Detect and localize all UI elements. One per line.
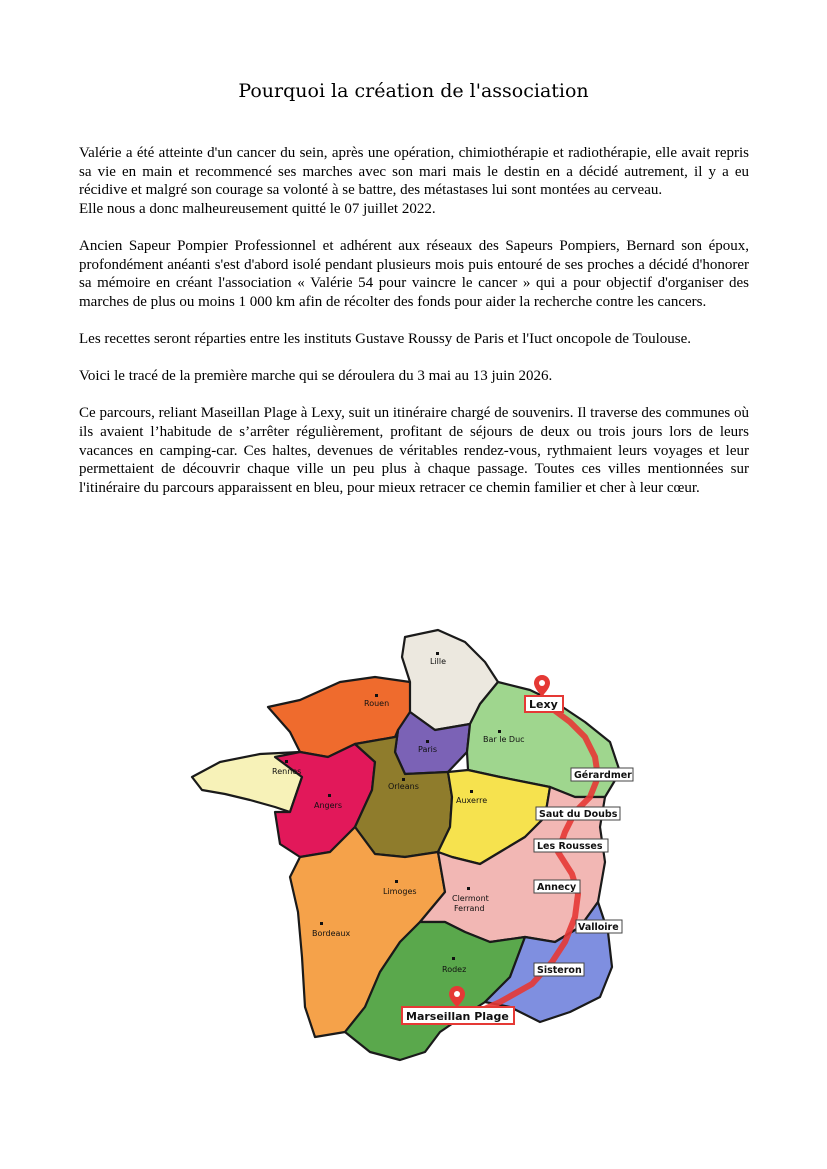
paragraph-1 [79, 144, 749, 200]
city-dot-limoges [395, 880, 398, 883]
route-stop-label-3: Les Rousses [537, 841, 603, 852]
city-label-angers: Angers [314, 801, 342, 810]
city-dot-rennes [285, 760, 288, 763]
city-label-clermont-1: Clermont [452, 894, 489, 903]
route-stop-label-4: Annecy [537, 882, 577, 893]
route-start-label: Lexy [529, 698, 558, 711]
city-label-orleans: Orleans [388, 782, 419, 791]
city-label-rodez: Rodez [442, 965, 467, 974]
city-label-paris: Paris [418, 745, 438, 754]
route-end-label: Marseillan Plage [406, 1010, 509, 1023]
city-label-clermont-2: Ferrand [454, 904, 485, 913]
city-label-limoges: Limoges [383, 887, 417, 896]
paragraph-5: Ce parcours, reliant Maseillan Plage à Lexy, suit un itinéraire chargé de souvenirs. Il traverse des communes où ils avaient l’habitude de s’arrêter régulièrement, profitant de séjours de deux ou trois jours lors de leurs vacances en camping-car. Ces haltes, devenues de véritables rendez-vous, rythmaient leurs voyages et leur permettaient de découvrir chaque ville un peu plus à chaque passage. Toutes ces villes mentionnées sur l'itinéraire du parcours apparaissent en bleu, pour mieux retracer ce chemin familier et cher à leur cœur. [79, 405, 749, 496]
city-dot-clermont [467, 887, 470, 890]
city-dot-lille [436, 652, 439, 655]
route-stop-label-6: Sisteron [537, 965, 582, 976]
route-stop-label-5: Valloire [578, 922, 619, 933]
route-stop-label-1: Gérardmer [574, 770, 632, 781]
paragraph-1b: Elle nous a donc malheureusement quitté le 07 juillet 2022. [79, 200, 436, 217]
france-route-map [180, 612, 650, 1082]
paragraph-2: Ancien Sapeur Pompier Professionnel et adhérent aux réseaux des Sapeurs Pompiers, Bernard son époux, profondément anéanti s'est d'abord isolé pendant plusieurs mois puis entouré de ses proches a décidé d'honorer sa mémoire en créant l'association « Valérie 54 pour vaincre le cancer » qui a pour objectif d'organiser des marches de plus ou moins 1 000 km afin de récolter des fonds pour aider la recherche contre les cancers. [79, 237, 749, 310]
city-label-rennes: Rennes [272, 767, 302, 776]
city-label-bordeaux: Bordeaux [312, 929, 351, 938]
page-title: Pourquoi la création de l'association [238, 80, 589, 102]
city-dot-auxerre [470, 790, 473, 793]
body-text [79, 144, 749, 497]
city-dot-paris [426, 740, 429, 743]
city-label-bar-le-duc: Bar le Duc [483, 735, 525, 744]
city-dot-orleans [402, 778, 405, 781]
city-dot-rodez [452, 957, 455, 960]
city-label-rouen: Rouen [364, 699, 390, 708]
city-dot-angers [328, 794, 331, 797]
route-stop-label-2: Saut du Doubs [539, 809, 618, 820]
france-map-svg [180, 612, 650, 1082]
city-label-auxerre: Auxerre [456, 796, 488, 805]
city-dot-bar-le-duc [498, 730, 501, 733]
city-dot-bordeaux [320, 922, 323, 925]
paragraph-4: Voici le tracé de la première marche qui se déroulera du 3 mai au 13 juin 2026. [79, 368, 553, 385]
paragraph-1a: Valérie a été atteinte d'un cancer du sein, après une opération, chimiothérapie et radiothérapie, elle avait repris sa vie en main et recommencé ses marches avec son mari mais le destin en a décidé autrement, il y a eu récidive et malgré son courage sa volonté à se battre, des métastases lui sont montées au cerveau. [79, 145, 749, 199]
city-dot-rouen [375, 694, 378, 697]
city-label-lille: Lille [430, 657, 447, 666]
paragraph-3: Les recettes seront réparties entre les instituts Gustave Roussy de Paris et l'Iuct oncopole de Toulouse. [79, 330, 692, 347]
